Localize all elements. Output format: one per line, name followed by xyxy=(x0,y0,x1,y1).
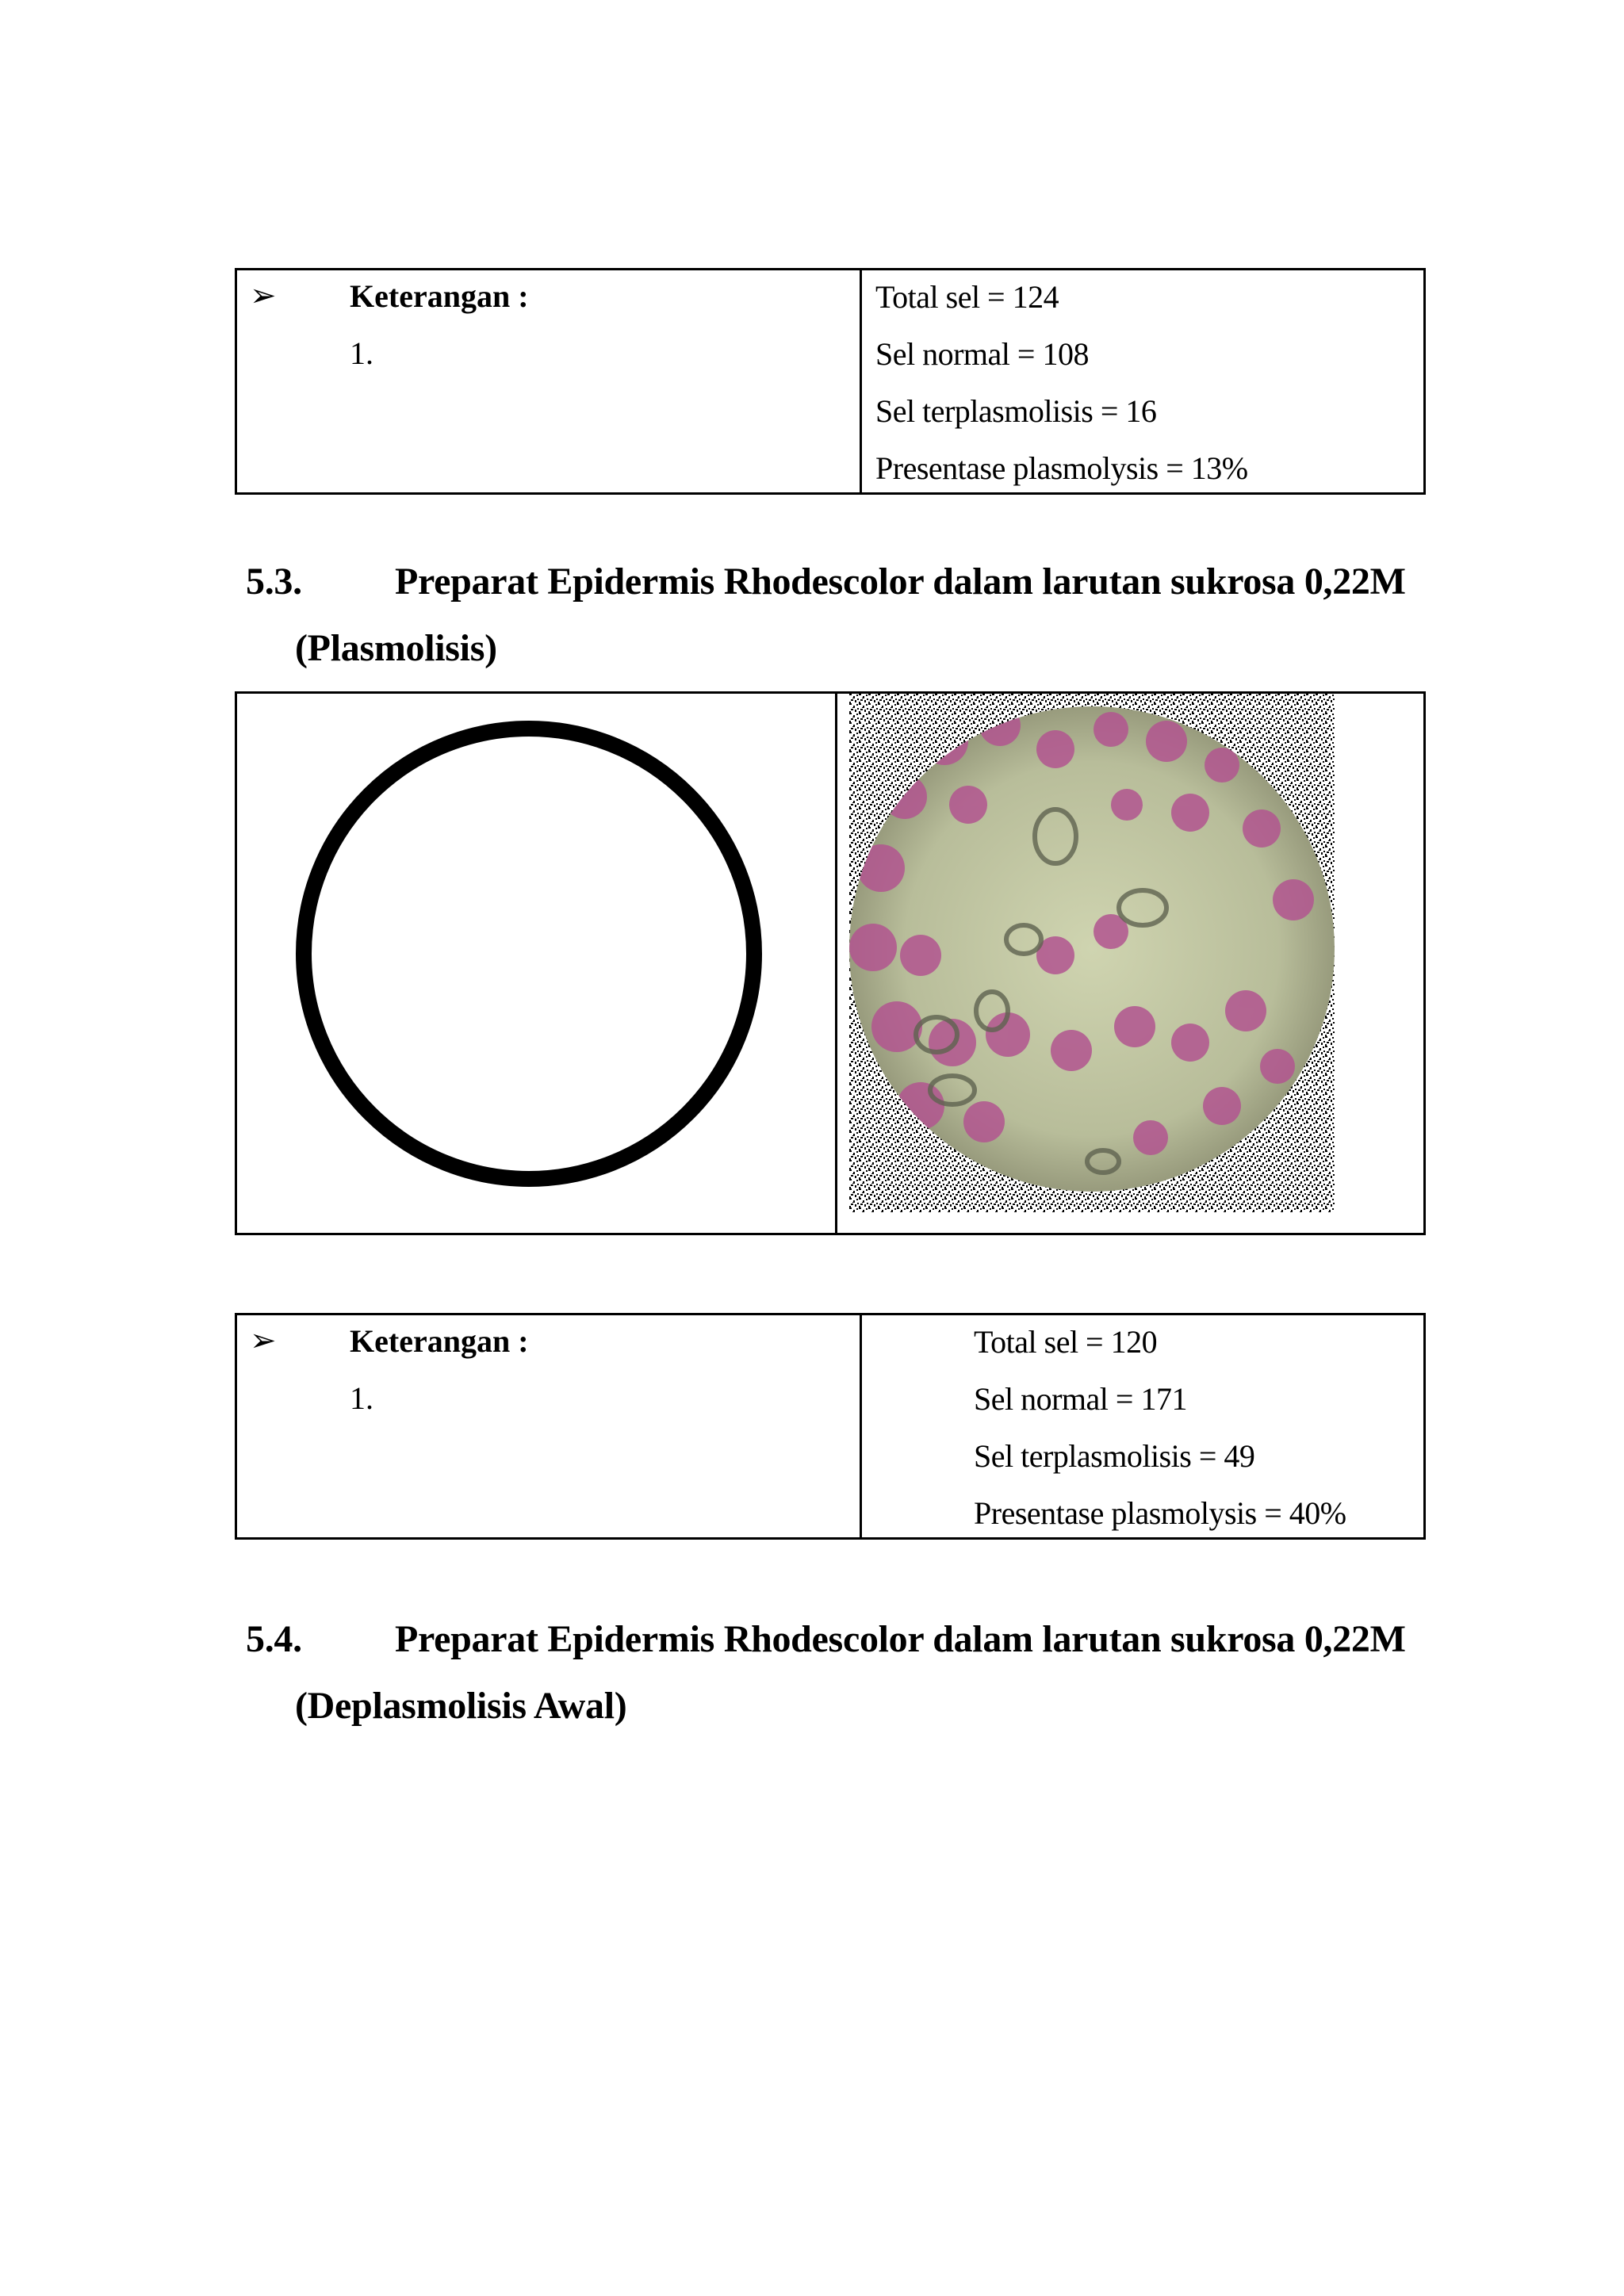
section-title: Preparat Epidermis Rhodescolor dalam larutan sukrosa 0,22M xyxy=(395,561,1406,603)
plasmolysis-percentage-line: Presentase plasmolysis = 13% xyxy=(875,450,1248,486)
section-subtitle: (Deplasmolisis Awal) xyxy=(295,1685,627,1727)
item-number: 1. xyxy=(350,335,373,371)
section-heading-5-3 xyxy=(246,558,1435,677)
arrow-bullet-icon: ➢ xyxy=(250,277,277,314)
column-divider xyxy=(860,270,862,492)
total-cells-line: Total sel = 124 xyxy=(875,279,1059,315)
info-table-2 xyxy=(235,1313,1426,1540)
item-number: 1. xyxy=(350,1380,373,1416)
section-heading-5-4 xyxy=(246,1616,1435,1735)
plasmolysis-percentage-line: Presentase plasmolysis = 40% xyxy=(974,1495,1346,1531)
micrograph-plasmolysis-icon xyxy=(849,694,1335,1212)
keterangan-label: Keterangan : xyxy=(350,278,529,314)
section-number: 5.3. xyxy=(246,561,302,603)
info-right-cell xyxy=(875,269,1248,497)
section-subtitle: (Plasmolisis) xyxy=(295,627,497,669)
normal-cells-line: Sel normal = 108 xyxy=(875,336,1089,372)
plasmolyzed-cells-line: Sel terplasmolisis = 49 xyxy=(974,1438,1255,1474)
keterangan-label: Keterangan : xyxy=(350,1323,529,1359)
section-number: 5.4. xyxy=(246,1618,302,1660)
arrow-bullet-icon: ➢ xyxy=(250,1322,277,1359)
circle-outline-icon xyxy=(296,721,762,1187)
normal-cells-line: Sel normal = 171 xyxy=(974,1381,1187,1417)
plasmolyzed-cells-line: Sel terplasmolisis = 16 xyxy=(875,393,1157,429)
image-table xyxy=(235,691,1426,1235)
info-right-cell xyxy=(974,1314,1346,1542)
info-table-1 xyxy=(235,268,1426,495)
column-divider xyxy=(835,694,837,1233)
section-title: Preparat Epidermis Rhodescolor dalam larutan sukrosa 0,22M xyxy=(395,1618,1406,1660)
total-cells-line: Total sel = 120 xyxy=(974,1324,1158,1360)
column-divider xyxy=(860,1315,862,1537)
